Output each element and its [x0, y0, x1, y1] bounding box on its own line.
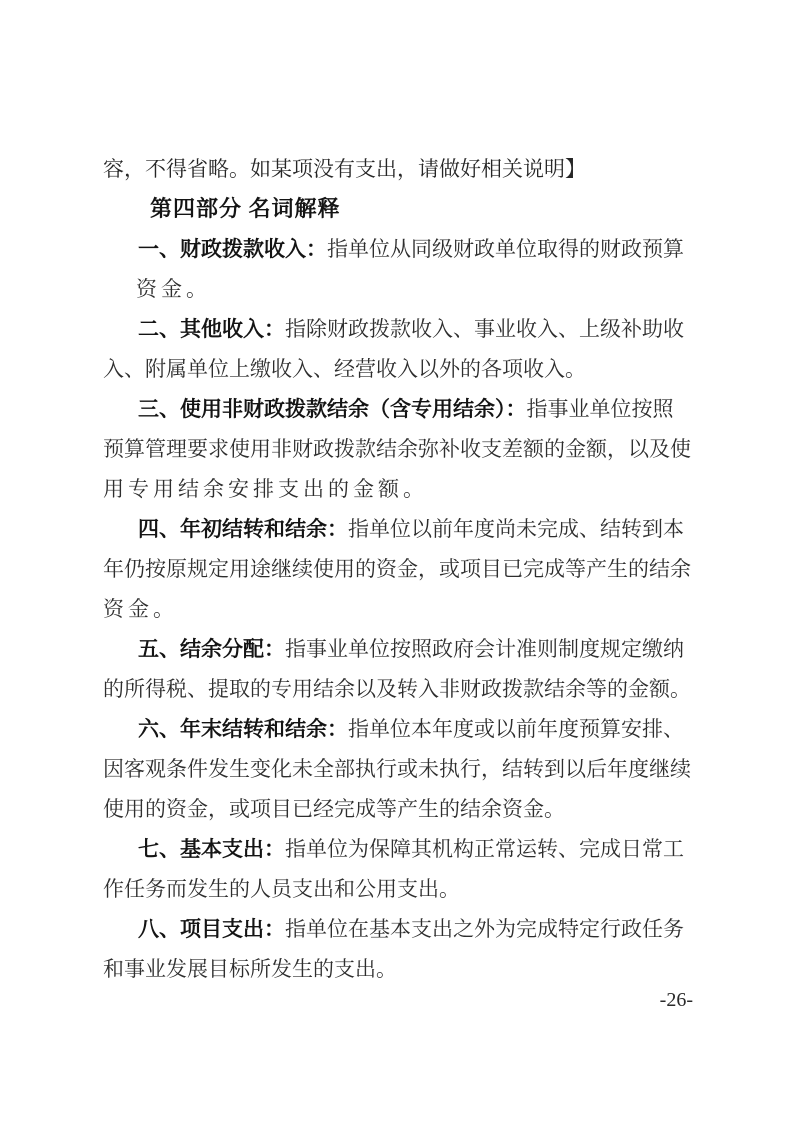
line-text: 容，不得省略。如某项没有支出，请做好相关说明】	[103, 157, 586, 181]
term-label: 一、财政拨款收入：	[138, 237, 327, 261]
line-text: 和事业发展目标所发生的支出。	[103, 957, 397, 981]
line-text: 因客观条件发生变化未全部执行或未执行，结转到以后年度继续	[103, 757, 691, 781]
text-line	[103, 789, 693, 829]
line-text: 作任务而发生的人员支出和公用支出。	[103, 877, 460, 901]
line-text: 指事业单位按照政府会计准则制度规定缴纳	[285, 637, 684, 661]
text-line	[103, 749, 693, 789]
text-line	[103, 829, 693, 869]
line-text: 用专用结余安排支出的金额。	[103, 477, 428, 501]
term-label: 八、项目支出：	[138, 917, 285, 941]
line-text: 指单位从同级财政单位取得的财政预算	[327, 237, 684, 261]
term-label: 五、结余分配：	[138, 637, 285, 661]
text-line	[103, 669, 693, 709]
text-line	[103, 629, 693, 669]
term-label: 二、其他收入：	[138, 317, 285, 341]
text-line	[103, 869, 693, 909]
line-text: 预算管理要求使用非财政拨款结余弥补收支差额的金额，以及使	[103, 437, 691, 461]
text-line	[103, 509, 693, 549]
text-line	[103, 949, 693, 989]
text-line	[103, 149, 693, 189]
term-label: 七、基本支出：	[138, 837, 285, 861]
text-line	[103, 269, 693, 309]
text-line	[103, 429, 693, 469]
term-label: 三、使用非财政拨款结余（含专用结余）：	[138, 397, 527, 421]
line-text: 年仍按原规定用途继续使用的资金，或项目已完成等产生的结余	[103, 557, 691, 581]
text-line	[103, 389, 693, 429]
text-line	[103, 549, 693, 589]
line-text: 资金。	[103, 597, 178, 621]
term-label: 六、年末结转和结余：	[138, 717, 348, 741]
text-line	[103, 349, 693, 389]
text-line	[103, 909, 693, 949]
text-line	[103, 229, 693, 269]
text-line	[103, 309, 693, 349]
line-text: 指单位为保障其机构正常运转、完成日常工	[285, 837, 684, 861]
line-text: 指事业单位按照	[526, 397, 674, 421]
page-content	[103, 149, 693, 989]
line-text: 入、附属单位上缴收入、经营收入以外的各项收入。	[103, 357, 586, 381]
line-text: 使用的资金，或项目已经完成等产生的结余资金。	[103, 797, 565, 821]
line-text: 指单位以前年度尚未完成、结转到本	[348, 517, 684, 541]
line-text: 资金。	[136, 277, 211, 301]
term-label: 四、年初结转和结余：	[138, 517, 348, 541]
line-text: 指除财政拨款收入、事业收入、上级补助收	[285, 317, 684, 341]
section-heading-text: 第四部分 名词解释	[150, 196, 341, 221]
text-line	[103, 589, 693, 629]
page-number: -26-	[659, 989, 693, 1011]
line-text: 指单位在基本支出之外为完成特定行政任务	[285, 917, 684, 941]
line-text: 指单位本年度或以前年度预算安排、	[348, 717, 684, 741]
section-heading	[103, 189, 693, 229]
text-line	[103, 709, 693, 749]
line-text: 的所得税、提取的专用结余以及转入非财政拨款结余等的金额。	[103, 677, 691, 701]
text-line	[103, 469, 693, 509]
